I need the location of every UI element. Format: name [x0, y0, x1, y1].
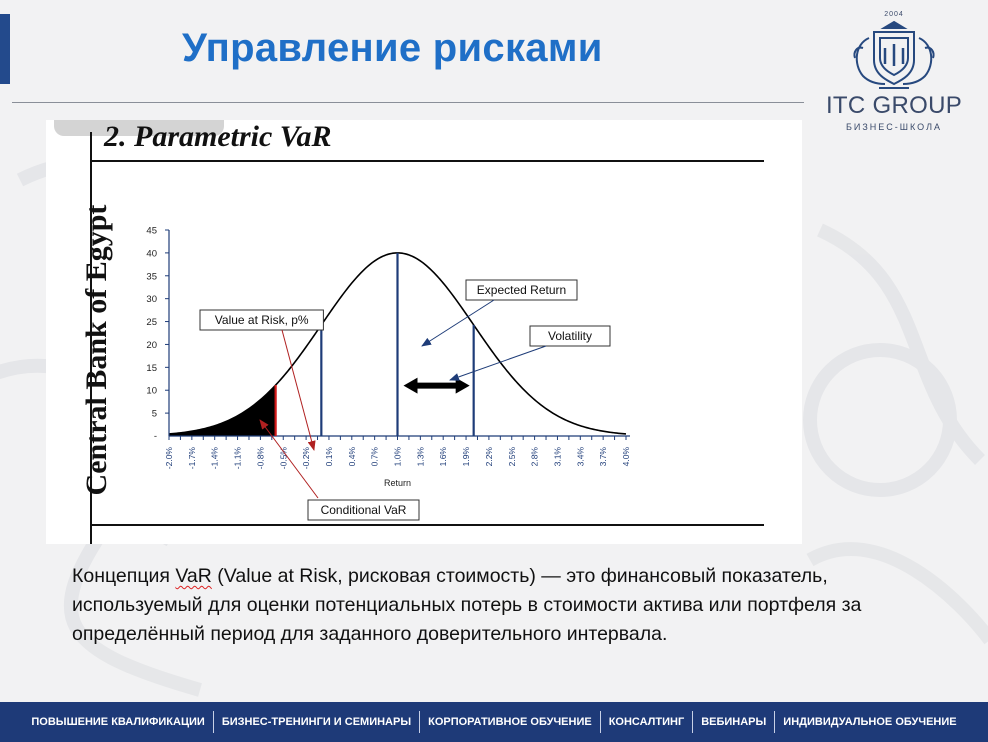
y-tick-label: 45 [146, 225, 157, 237]
footer-nav [0, 702, 988, 742]
footer-link-trainings[interactable]: БИЗНЕС-ТРЕНИНГИ И СЕМИНАРЫ [221, 716, 412, 728]
x-tick-label: -1.7% [186, 447, 197, 470]
x-tick-label: -1.4% [209, 447, 220, 470]
x-tick-label: 2.8% [529, 447, 540, 467]
var-distribution-chart [46, 120, 802, 544]
volatility-label: Volatility [547, 329, 593, 343]
y-tick-label: 30 [146, 294, 157, 306]
description-text-start: Концепция [72, 565, 176, 587]
itc-group-logo [820, 8, 968, 132]
var-description [72, 562, 892, 649]
footer-link-individual[interactable]: ИНДИВИДУАЛЬНОЕ ОБУЧЕНИЕ [783, 716, 957, 728]
x-tick-label: 0.4% [346, 447, 357, 467]
value-at-risk-label: Value at Risk, p% [214, 313, 309, 327]
conditional-var-label: Conditional VaR [320, 503, 407, 517]
figure-title: 2. Parametric VaR [104, 120, 332, 153]
y-tick-label: 20 [146, 339, 157, 351]
footer-link-consulting[interactable]: КОНСАЛТИНГ [608, 716, 685, 728]
y-tick-label: 25 [146, 317, 157, 329]
logo-subtitle: БИЗНЕС-ШКОЛА [845, 122, 942, 132]
x-tick-label: 3.7% [598, 447, 609, 467]
value-at-risk-pointer [282, 330, 314, 450]
logo-name: ITC GROUP [825, 92, 963, 119]
y-tick-label: 5 [151, 408, 157, 420]
left-accent-bar [0, 14, 10, 84]
description-var-term: VaR [175, 565, 212, 587]
crest-shield-icon [849, 8, 939, 94]
var-tail-area [169, 385, 276, 436]
x-tick-label: 3.1% [552, 447, 563, 467]
expected-return-label: Expected Return [476, 283, 567, 297]
x-tick-label: -0.8% [255, 447, 266, 470]
x-tick-label: 1.0% [392, 447, 403, 467]
footer-link-webinars[interactable]: ВЕБИНАРЫ [701, 716, 767, 728]
y-tick-label: 15 [146, 362, 157, 374]
slide-title: Управление рисками [182, 26, 603, 70]
figure-side-label: Central Bank of Egypt [80, 204, 113, 496]
x-tick-label: -0.2% [301, 447, 312, 470]
y-zero-label: - [153, 431, 157, 442]
title-divider [12, 102, 804, 103]
volatility-pointer [450, 346, 546, 380]
x-tick-label: 3.4% [575, 447, 586, 467]
x-tick-label: 0.7% [369, 447, 380, 467]
x-axis-title: Return [383, 478, 412, 488]
volatility-double-arrow [404, 378, 470, 394]
x-tick-label: 1.6% [438, 447, 449, 467]
x-tick-label: 2.5% [506, 447, 517, 467]
x-tick-label: 0.1% [323, 447, 334, 467]
logo-year: 2004 [884, 11, 904, 18]
x-tick-label: -2.0% [164, 447, 174, 470]
description-text-end: (Value at Risk, рисковая стоимость) — это финансовый показатель, используемый для оценки потенциальных потерь в стоимости актива или портфеля за определённый период для заданного доверительного интервала. [72, 565, 862, 645]
x-tick-label: 1.9% [461, 447, 472, 467]
y-tick-label: 35 [146, 271, 157, 283]
x-tick-label: 4.0% [621, 447, 631, 467]
x-tick-label: 2.2% [483, 447, 494, 467]
y-tick-label: 10 [146, 385, 157, 397]
footer-link-qualification[interactable]: ПОВЫШЕНИЕ КВАЛИФИКАЦИИ [31, 716, 205, 728]
x-tick-label: -1.1% [232, 447, 243, 470]
x-tick-label: -0.5% [278, 447, 289, 470]
footer-link-corporate[interactable]: КОРПОРАТИВНОЕ ОБУЧЕНИЕ [428, 716, 592, 728]
y-tick-label: 40 [146, 248, 157, 260]
x-tick-label: 1.3% [415, 447, 426, 467]
parametric-var-figure [46, 120, 802, 544]
